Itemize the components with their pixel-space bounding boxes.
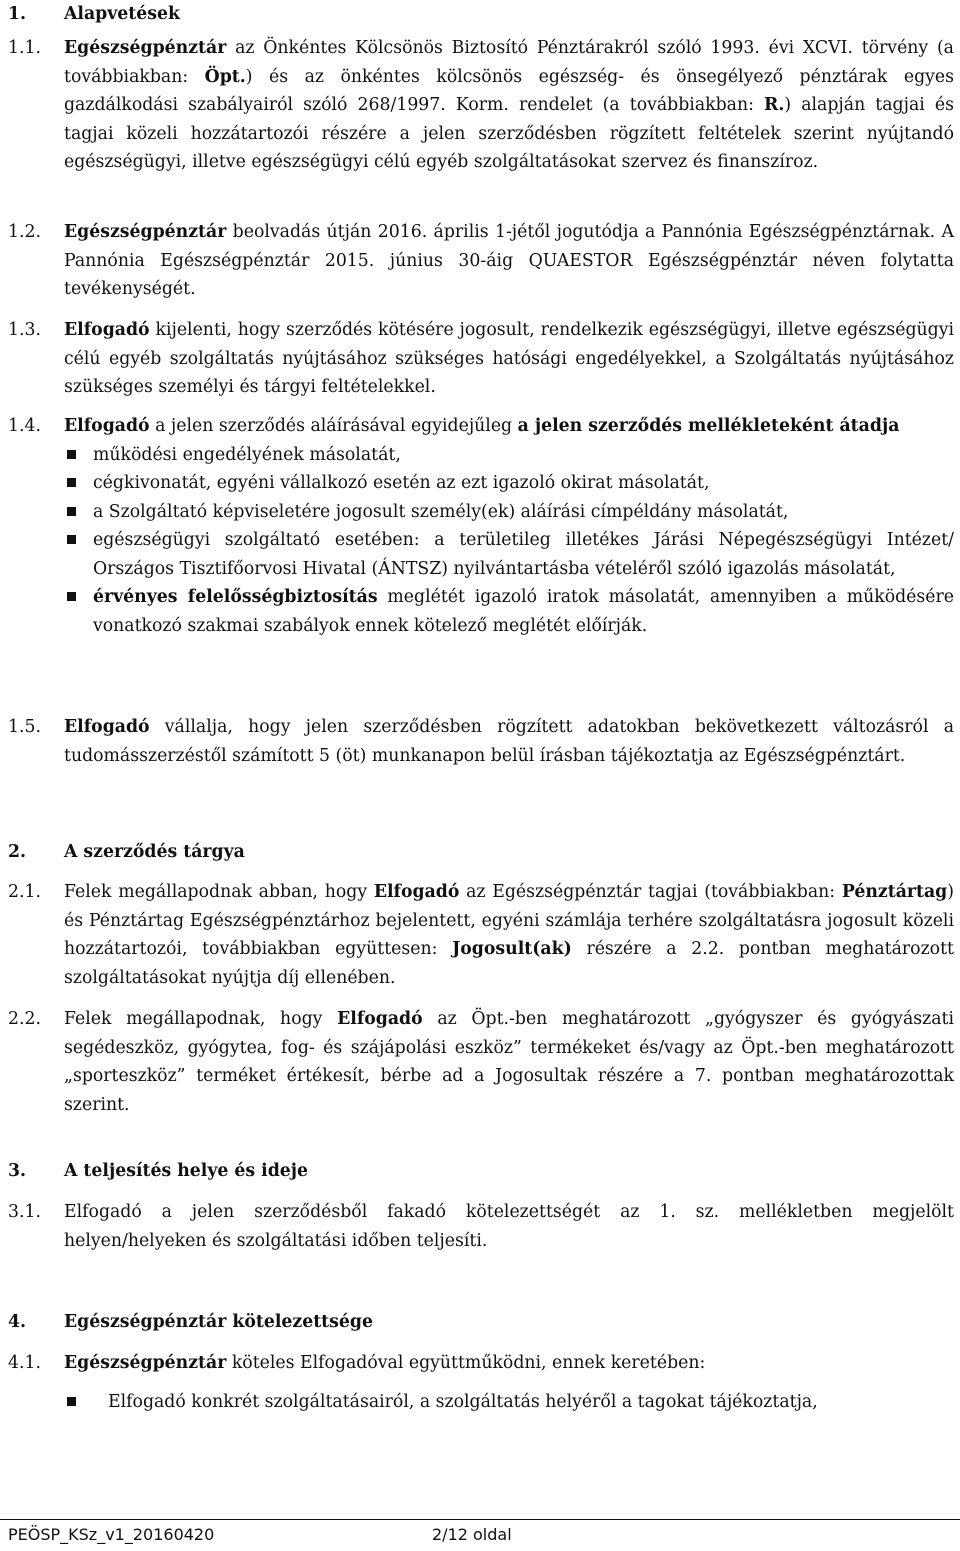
paragraph-number: 2.1.: [8, 882, 41, 902]
paragraph-number: 1.2.: [8, 222, 41, 242]
paragraph-number: 1.4.: [8, 416, 41, 436]
paragraph-text: Elfogadó a jelen szerződés aláírásával egyidejűleg a jelen szerződés mellékleteként átadja: [64, 416, 900, 436]
paragraph-number: 1.5.: [8, 717, 41, 737]
section-title: Alapvetések: [64, 4, 180, 24]
section-1-heading: [8, 0, 954, 29]
page-footer: [0, 1519, 960, 1551]
paragraph-text: Felek megállapodnak, hogy Elfogadó az Öpt.-ben meghatározott „gyógyszer és gyógyászati segédeszköz, gyógytea, fog- és szájápolási eszköz” termékeket és/vagy az Öpt.-ben meghatározott „sporteszköz” terméket értékesít, bérbe ad a Jogosultak részére a 7. pontban meghatározottak szerint.: [64, 1009, 954, 1115]
obligation-list: [64, 1388, 954, 1417]
square-bullet-icon: [64, 583, 93, 612]
square-bullet-icon: [64, 469, 93, 498]
paragraph-4-1: [8, 1349, 954, 1416]
section-3-heading: [8, 1157, 954, 1186]
list-item: Elfogadó konkrét szolgáltatásairól, a szolgáltatás helyéről a tagokat tájékoztatja,: [64, 1388, 954, 1417]
paragraph-number: 4.1.: [8, 1353, 41, 1373]
section-title: A szerződés tárgya: [64, 842, 245, 862]
paragraph-text: Egészségpénztár beolvadás útján 2016. április 1-jétől jogutódja a Pannónia Egészségpénztárnak. A Pannónia Egészségpénztár 2015. június 30-áig QUAESTOR Egészségpénztár néven folytatta tevékenységét.: [64, 222, 954, 299]
paragraph-text: Elfogadó a jelen szerződésből fakadó kötelezettségét az 1. sz. mellékletben megjelölt helyen/helyeken és szolgáltatási időben teljesíti.: [64, 1202, 954, 1251]
bold-term: a jelen szerződés mellékleteként átadja: [517, 416, 900, 436]
paragraph-2-2: [8, 1005, 954, 1119]
paragraph-text: Felek megállapodnak abban, hogy Elfogadó az Egészségpénztár tagjai (továbbiakban: Pénztártag) és Pénztártag Egészségpénztárhoz bejelentett, egyéni számlája terhére szolgáltatásra jogosult közeli hozzátartozói, továbbiakban együttesen: Jogosult(ak) részére a 2.2. pontban meghatározott szolgáltatásokat nyújtja díj ellenében.: [64, 882, 955, 988]
paragraph-2-1: [8, 878, 954, 992]
list-item: a Szolgáltató képviseletére jogosult személy(ek) aláírási címpéldány másolatát,: [64, 498, 954, 527]
paragraph-text: Elfogadó kijelenti, hogy szerződés kötésére jogosult, rendelkezik egészségügyi, illetve egészségügyi célú egyéb szolgáltatás nyújtásához szükséges hatósági engedélyekkel, a Szolgáltatás nyújtásához szükséges személyi és tárgyi feltételekkel.: [64, 320, 954, 397]
list-item: egészségügyi szolgáltató esetében: a területileg illetékes Járási Népegészségügyi Intézet/ Országos Tisztifőorvosi Hivatal (ÁNTSZ) nyilvántartásba vételéről szóló igazolás másolatát,: [64, 526, 954, 583]
paragraph-number: 1.1.: [8, 38, 41, 58]
paragraph-number: 3.1.: [8, 1202, 41, 1222]
bold-term: R.: [764, 95, 785, 115]
bold-term: Elfogadó: [373, 882, 460, 902]
paragraph-3-1: [8, 1198, 954, 1255]
attachment-list: [64, 441, 954, 641]
paragraph-number: 1.3.: [8, 320, 41, 340]
section-4-heading: [8, 1308, 954, 1337]
section-number: 4.: [8, 1312, 27, 1332]
bold-term: Egészségpénztár: [64, 1353, 227, 1373]
section-title: A teljesítés helye és ideje: [64, 1161, 309, 1181]
paragraph-1-1: [8, 34, 954, 177]
section-number: 3.: [8, 1161, 27, 1181]
bold-term: Egészségpénztár: [64, 222, 227, 242]
list-item: érvényes felelősségbiztosítás meglétét igazoló iratok másolatát, amennyiben a működésére vonatkozó szakmai szabályok ennek kötelező meglétét előírják.: [64, 583, 954, 640]
section-2-heading: [8, 838, 954, 867]
bold-term: Egészségpénztár: [64, 38, 227, 58]
section-number: 1.: [8, 4, 27, 24]
bold-term: Elfogadó: [337, 1009, 423, 1029]
paragraph-1-4: [8, 412, 954, 640]
section-title: Egészségpénztár kötelezettsége: [64, 1312, 373, 1332]
square-bullet-icon: [64, 498, 93, 527]
paragraph-1-5: [8, 713, 954, 770]
square-bullet-icon: [64, 526, 93, 555]
paragraph-1-3: [8, 316, 954, 402]
square-bullet-icon: [64, 1388, 108, 1417]
bold-term: Pénztártag: [841, 882, 948, 902]
paragraph-text: Elfogadó vállalja, hogy jelen szerződésben rögzített adatokban bekövetkezett változásról a tudomásszerzéstől számított 5 (öt) munkanapon belül írásban tájékoztatja az Egészségpénztárt.: [64, 717, 954, 766]
paragraph-1-2: [8, 218, 954, 304]
paragraph-text: Egészségpénztár köteles Elfogadóval együttműködni, ennek keretében:: [64, 1353, 706, 1373]
paragraph-text: Egészségpénztár az Önkéntes Kölcsönös Biztosító Pénztárakról szóló 1993. évi XCVI. törvény (a továbbiakban: Öpt.) és az önkéntes kölcsönös egészség- és önsegélyező pénztárak egyes gazdálkodási szabályairól szóló 268/1997. Korm. rendelet (a továbbiakban: R.) alapján tagjai és tagjai közeli hozzátartozói részére a jelen szerződésben rögzített feltételek szerint nyújtandó egészségügyi, illetve egészségügyi célú egyéb szolgáltatásokat szervez és finanszíroz.: [64, 38, 954, 172]
list-item: cégkivonatát, egyéni vállalkozó esetén az ezt igazoló okirat másolatát,: [64, 469, 954, 498]
bold-term: érvényes felelősségbiztosítás: [93, 587, 378, 607]
list-item: működési engedélyének másolatát,: [64, 441, 954, 470]
bold-term: Elfogadó: [64, 416, 150, 436]
document-code: PEÖSP_KSz_v1_20160420: [8, 1525, 215, 1544]
bold-term: Öpt.: [204, 66, 246, 87]
section-number: 2.: [8, 842, 27, 862]
bold-term: Jogosult(ak): [452, 939, 572, 959]
square-bullet-icon: [64, 441, 93, 470]
paragraph-number: 2.2.: [8, 1009, 41, 1029]
bold-term: Elfogadó: [64, 717, 150, 737]
page-number: 2/12 oldal: [432, 1525, 512, 1544]
bold-term: Elfogadó: [64, 320, 150, 340]
